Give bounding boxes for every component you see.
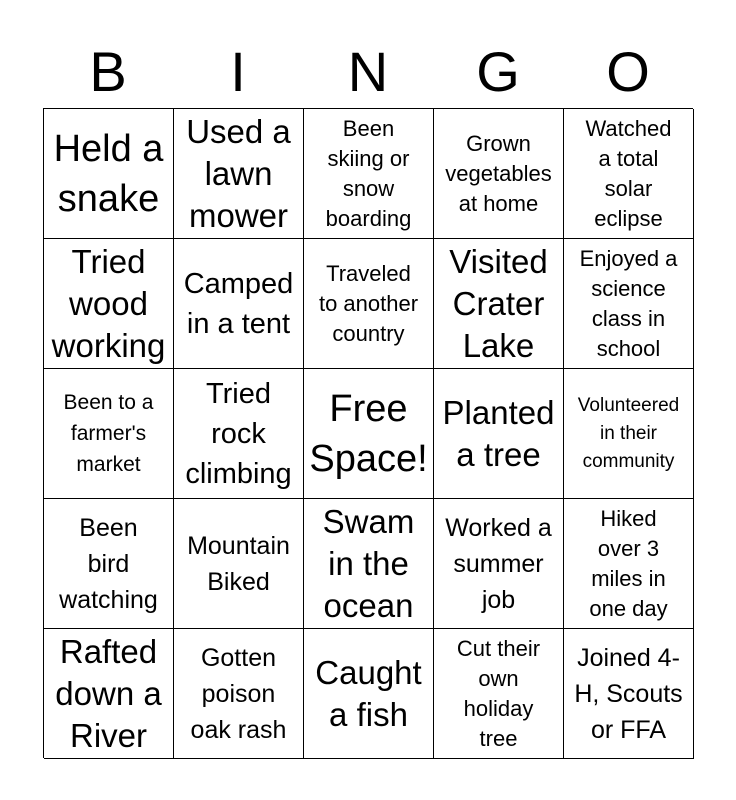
bingo-cell[interactable]: Tried rock climbing (174, 369, 304, 499)
bingo-cell[interactable]: Traveled to another country (304, 239, 434, 369)
bingo-cell[interactable]: Swam in the ocean (304, 499, 434, 629)
bingo-cell[interactable]: Enjoyed a science class in school (564, 239, 694, 369)
bingo-cell[interactable]: Joined 4- H, Scouts or FFA (564, 629, 694, 759)
bingo-cell[interactable]: Been bird watching (44, 499, 174, 629)
bingo-header (43, 36, 693, 108)
header-letter-i: I (230, 40, 246, 103)
bingo-cell[interactable]: Caught a fish (304, 629, 434, 759)
bingo-cell[interactable]: Volunteered in their community (564, 369, 694, 499)
bingo-cell[interactable]: Gotten poison oak rash (174, 629, 304, 759)
header-letter-n: N (347, 40, 389, 103)
bingo-cell[interactable]: Hiked over 3 miles in one day (564, 499, 694, 629)
bingo-cell[interactable]: Camped in a tent (174, 239, 304, 369)
free-space-cell[interactable]: Free Space! (304, 369, 434, 499)
bingo-cell[interactable]: Mountain Biked (174, 499, 304, 629)
bingo-cell[interactable]: Held a snake (44, 109, 174, 239)
bingo-cell[interactable]: Tried wood working (44, 239, 174, 369)
bingo-cell[interactable]: Cut their own holiday tree (434, 629, 564, 759)
bingo-cell[interactable]: Grown vegetables at home (434, 109, 564, 239)
bingo-cell[interactable]: Been skiing or snow boarding (304, 109, 434, 239)
bingo-cell[interactable]: Used a lawn mower (174, 109, 304, 239)
header-letter-o: O (606, 40, 650, 103)
bingo-cell[interactable]: Been to a farmer's market (44, 369, 174, 499)
bingo-cell[interactable]: Planted a tree (434, 369, 564, 499)
bingo-board (43, 108, 693, 758)
bingo-cell[interactable]: Visited Crater Lake (434, 239, 564, 369)
bingo-cell[interactable]: Worked a summer job (434, 499, 564, 629)
header-letter-g: G (476, 40, 520, 103)
header-letter-b: B (89, 40, 127, 103)
bingo-cell[interactable]: Watched a total solar eclipse (564, 109, 694, 239)
bingo-cell[interactable]: Rafted down a River (44, 629, 174, 759)
